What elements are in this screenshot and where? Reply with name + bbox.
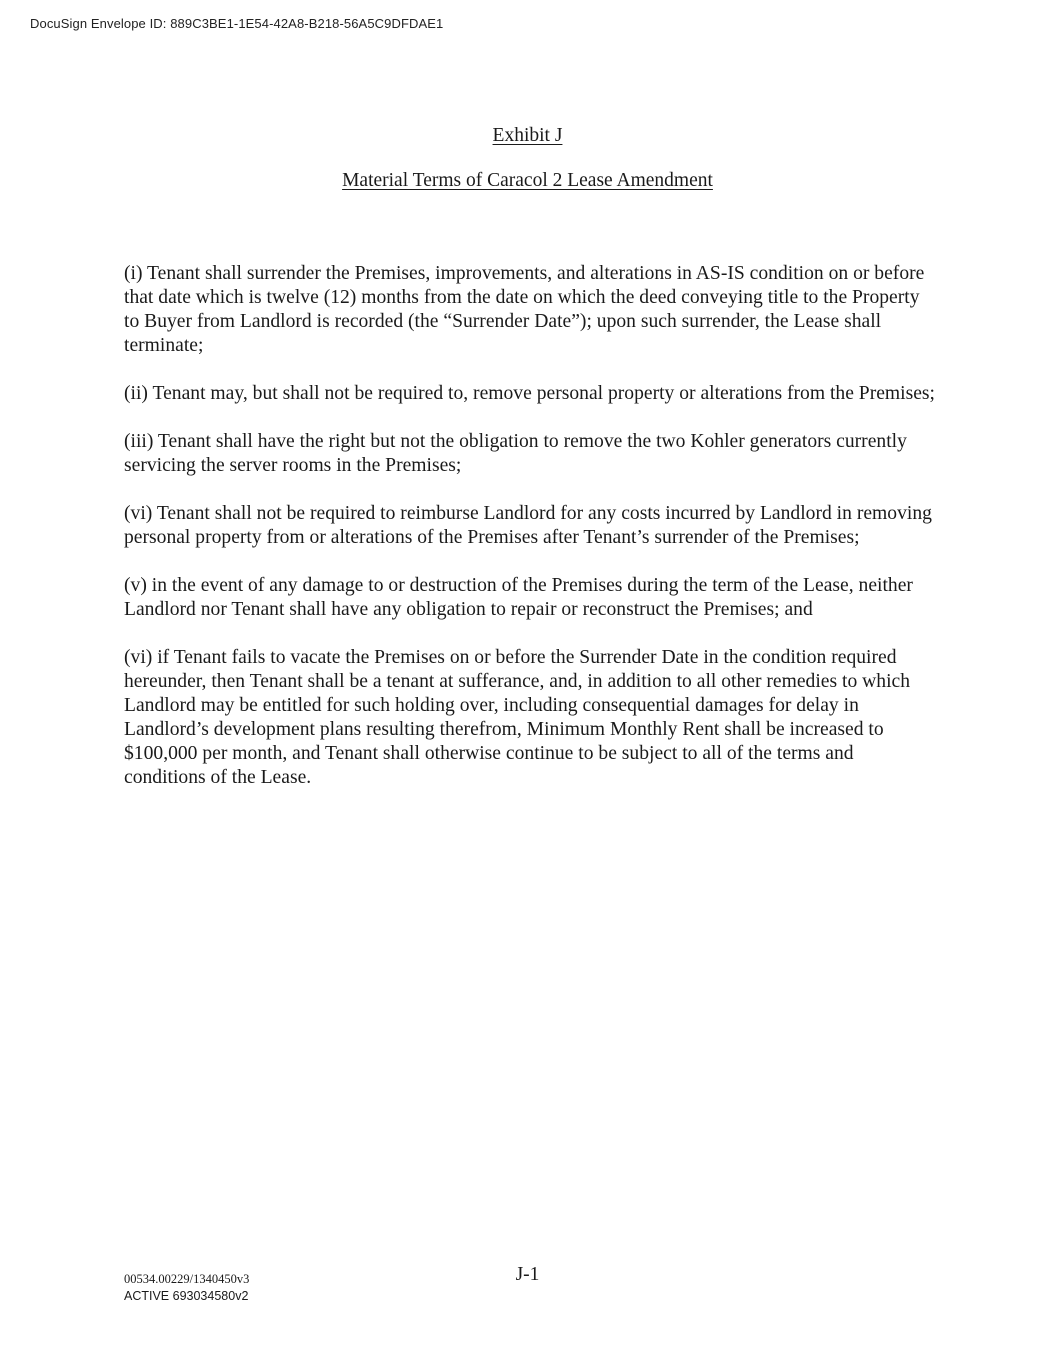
footer-doc-number: 00534.00229/1340450v3 <box>124 1272 250 1286</box>
exhibit-subtitle: Material Terms of Caracol 2 Lease Amendment <box>342 170 713 191</box>
paragraph-i: (i) Tenant shall surrender the Premises, improvements, and alterations in AS-IS condition on or before that date which is twelve (12) months from the date on which the deed conveying title to the Property to Buyer from Landlord is recorded (the “Surrender Date”); upon such surrender, the Lease shall terminate; <box>124 263 925 356</box>
paragraph-v: (v) in the event of any damage to or destruction of the Premises during the term of the Lease, neither Landlord nor Tenant shall have any obligation to repair or reconstruct the Premises; and <box>124 575 913 620</box>
paragraph-ii: (ii) Tenant may, but shall not be required to, remove personal property or alterations from the Premises; <box>124 383 935 404</box>
page-number: J-1 <box>515 1264 540 1285</box>
exhibit-title: Exhibit J <box>492 125 563 146</box>
footer-active-number: ACTIVE 693034580v2 <box>124 1289 249 1303</box>
docusign-envelope-id: DocuSign Envelope ID: 889C3BE1-1E54-42A8-B218-56A5C9DFDAE1 <box>30 16 444 31</box>
document-body <box>124 262 936 814</box>
paragraph-iv: (vi) Tenant shall not be required to reimburse Landlord for any costs incurred by Landlord in removing personal property from or alterations of the Premises after Tenant’s surrender of the Premises; <box>124 503 932 548</box>
paragraph-iii: (iii) Tenant shall have the right but not the obligation to remove the two Kohler generators currently servicing the server rooms in the Premises; <box>124 431 907 476</box>
paragraph-vi: (vi) if Tenant fails to vacate the Premises on or before the Surrender Date in the condition required hereunder, then Tenant shall be a tenant at sufferance, and, in addition to all other remedies to which Landlord may be entitled for such holding over, including consequential damages for delay in Landlord’s development plans resulting therefrom, Minimum Monthly Rent shall be increased to $100,000 per month, and Tenant shall otherwise continue to be subject to all of the terms and conditions of the Lease. <box>124 647 911 788</box>
